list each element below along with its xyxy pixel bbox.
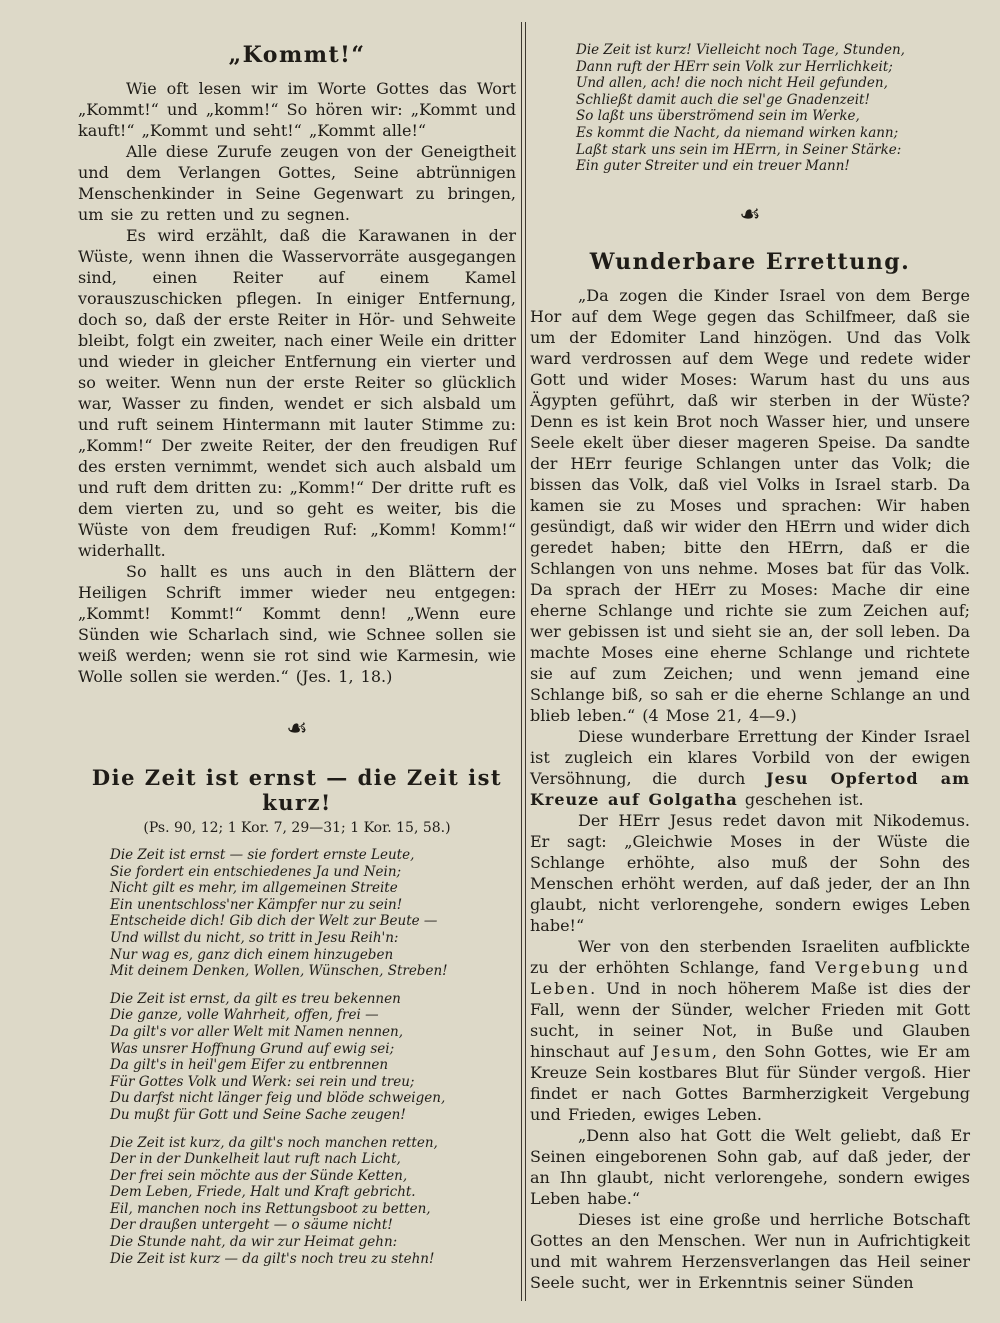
poem-continuation bbox=[576, 42, 970, 175]
kommt-paragraph-4: So hallt es uns auch in den Blättern der Heiligen Schrift immer wieder neu entgegen: „Kommt! Kommt!“ Kommt denn! „Wenn eure Sünden wie Scharlach sind, wie Schnee sollen sie weiß werden; wenn sie rot sind wie Karmesin, wie Wolle sollen sie werden.“ (Jes. 1, 18.) bbox=[78, 562, 516, 686]
left-column bbox=[78, 0, 516, 1323]
poem-stanza-3 bbox=[110, 1135, 516, 1268]
errettung-paragraph-2 bbox=[530, 726, 970, 810]
poem-line: Mit deinem Denken, Wollen, Wünschen, Streben! bbox=[110, 963, 448, 980]
errettung-paragraph-4 bbox=[530, 936, 970, 1125]
poem-line: Entscheide dich! Gib dich der Welt zur Beute — bbox=[110, 913, 438, 930]
poem-line: Der in der Dunkelheit laut ruft nach Licht, bbox=[110, 1151, 401, 1168]
poem-stanza-1 bbox=[110, 847, 516, 980]
poem-line: Und willst du nicht, so tritt in Jesu Reih'n: bbox=[110, 929, 399, 946]
right-column bbox=[530, 0, 970, 1323]
kommt-paragraph-3: Es wird erzählt, daß die Karawanen in der Wüste, wenn ihnen die Wasservorräte ausgegangen sind, einen Reiter auf einem Kamel vorauszuschicken pflegen. In einiger Entfernung, doch so, daß der erste Reiter in Hör- und Sehweite bleibt, folgt ein zweiter, nach einer Weile ein dritter und wieder in gleicher Entfernung ein vierter und so weiter. Wenn nun der erste Reiter so glücklich war, Wasser zu finden, wendet er sich alsbald um und ruft seinem Hintermann mit lauter Stimme zu: „Komm!“ Der zweite Reiter, der den freudigen Ruf des ersten vernimmt, wendet sich auch alsbald um und ruft dem dritten zu: „Komm!“ Der dritte ruft es dem vierten zu, und so geht es weiter, bis die Wüste von dem freudigen Ruf: „Komm! Komm!“ widerhallt. bbox=[78, 226, 516, 560]
poem-stanza-2 bbox=[110, 991, 516, 1124]
poem-line: Die Zeit ist kurz — da gilt's noch treu zu stehn! bbox=[110, 1250, 435, 1267]
poem-line: Schließt damit auch die sel'ge Gnadenzeit! bbox=[576, 91, 870, 108]
kommt-paragraph-1: Wie oft lesen wir im Worte Gottes das Wort „Kommt!“ und „komm!“ So hören wir: „Kommt und kauft!“ „Kommt und seht!“ „Kommt alle!“ bbox=[78, 79, 516, 140]
emphasis-vergebung: Vergebung und Leben bbox=[530, 957, 970, 998]
poem-line: Du darfst nicht länger feig und blöde schweigen, bbox=[110, 1090, 446, 1107]
poem-line: Die Zeit ist kurz! Vielleicht noch Tage, Stunden, bbox=[576, 42, 905, 58]
poem-line: Die Stunde naht, da wir zur Heimat gehn: bbox=[110, 1234, 398, 1251]
poem-line: Eil, manchen noch ins Rettungsboot zu betten, bbox=[110, 1200, 431, 1217]
text-run: , den Sohn Gottes, wie Er am Kreuze Sein kostbares Blut für Sünder vergoß. Hier findet er nach Gottes Barmherzigkeit Vergebung und Frieden, ewiges Leben. bbox=[530, 1041, 970, 1124]
poem-line: Der frei sein möchte aus der Sünde Ketten, bbox=[110, 1167, 408, 1184]
poem-line: Du mußt für Gott und Seine Sache zeugen! bbox=[110, 1106, 406, 1123]
errettung-paragraph-1: „Da zogen die Kinder Israel von dem Berge Hor auf dem Wege gegen das Schilfmeer, daß sie um der Edomiter Land hinzögen. Und das Volk ward verdrossen auf dem Wege und redete wider Gott und wider Moses: Warum hast du uns aus Ägypten geführt, daß wir sterben in der Wüste? Denn es ist kein Brot noch Wasser hier, und unsere Seele ekelt über dieser mageren Speise. Da sandte der HErr feurige Schlangen unter das Volk; die bissen das Volk, daß viel Volks in Israel starb. Da kamen sie zu Moses und sprachen: Wir haben gesündigt, daß wir wider den HErrn und wider dich geredet haben; bitte den HErrn, daß er die Schlangen von uns nehme. Moses bat für das Volk. Da sprach der HErr zu Moses: Mache dir eine eherne Schlange und richte sie zum Zeichen auf; wer gebissen ist und sieht sie an, der soll leben. Da machte Moses eine eherne Schlange und richtete sie auf zum Zeichen; und wenn jemand eine Schlange biß, so sah er die eherne Schlange an und blieb leben.“ (4 Mose 21, 4—9.) bbox=[530, 285, 970, 725]
poem-line: Laßt stark uns sein im HErrn, in Seiner Stärke: bbox=[576, 141, 902, 158]
poem-line: Ein unentschloss'ner Kämpfer nur zu sein! bbox=[110, 896, 403, 913]
poem-line: Die Zeit ist ernst — sie fordert ernste Leute, bbox=[110, 847, 415, 863]
poem-line: Nur wag es, ganz dich einem hinzugeben bbox=[110, 946, 394, 963]
article-title-errettung: Wunderbare Errettung. bbox=[589, 248, 911, 275]
poem-line: Sie fordert ein entschiedenes Ja und Nein; bbox=[110, 863, 402, 880]
poem-line: So laßt uns überströmend sein im Werke, bbox=[576, 108, 860, 125]
poem-line: Da gilt's in heil'gem Eifer zu entbrennen bbox=[110, 1057, 389, 1074]
errettung-paragraph-6: Dieses ist eine große und herrliche Botschaft Gottes an den Menschen. Wer nun in Aufrichtigkeit und mit wahrem Herzensverlangen das Heil seiner Seele sucht, wer in Erkenntnis seiner Sünden bbox=[530, 1209, 970, 1292]
section-ornament-icon: ☙ bbox=[286, 714, 308, 742]
text-run: Wer von den sterbenden Israeliten aufblickte zu der erhöhten Schlange, fand bbox=[530, 936, 970, 977]
poem-line: Dann ruft der HErr sein Volk zur Herrlichkeit; bbox=[576, 58, 893, 75]
kommt-paragraph-2: Alle diese Zurufe zeugen von der Geneigtheit und dem Verlangen Gottes, Seine abtrünnigen Menschenkinder in Seine Gegenwart zu bringen, um sie zu retten und zu segnen. bbox=[78, 142, 516, 224]
column-divider bbox=[521, 22, 526, 1301]
poem-line: Der draußen untergeht — o säume nicht! bbox=[110, 1217, 393, 1234]
emphasis-jesum: Jesum bbox=[652, 1041, 712, 1061]
errettung-paragraph-5: „Denn also hat Gott die Welt geliebt, daß Er Seinen eingeborenen Sohn gab, auf daß jeder, der an Ihn glaubt, nicht verlorengehe, sondern ewiges Leben habe.“ bbox=[530, 1125, 970, 1208]
article-title-kommt: „Kommt!“ bbox=[228, 42, 366, 68]
text-run: geschehen ist. bbox=[737, 789, 864, 809]
poem-line: Da gilt's vor aller Welt mit Namen nennen, bbox=[110, 1023, 404, 1040]
text-run: . Und in noch höherem Maße ist dies der Fall, wenn der Sünder, welcher Frieden mit Gott sucht, in seiner Not, in Buße und Glauben hinschaut auf bbox=[530, 978, 970, 1061]
poem-line: Dem Leben, Friede, Halt und Kraft gebricht. bbox=[110, 1184, 416, 1201]
poem-line: Die Zeit ist kurz, da gilt's noch manchen retten, bbox=[110, 1134, 438, 1151]
poem-line: Es kommt die Nacht, da niemand wirken kann; bbox=[576, 124, 899, 141]
poem-line: Ein guter Streiter und ein treuer Mann! bbox=[576, 158, 850, 175]
errettung-paragraph-3: Der HErr Jesus redet davon mit Nikodemus. Er sagt: „Gleichwie Moses in der Wüste die Schlange erhöhte, also muß der Sohn des Menschen erhöht werden, auf daß jeder, der an Ihn glaubt, nicht verlorengehe, sondern ewiges Leben habe!“ bbox=[530, 810, 970, 935]
poem-scripture-references: (Ps. 90, 12; 1 Kor. 7, 29—31; 1 Kor. 15, 58.) bbox=[143, 820, 451, 836]
poem-line: Die ganze, volle Wahrheit, offen, frei — bbox=[110, 1007, 379, 1024]
text-run: Diese wunderbare Errettung der Kinder Israel ist zugleich ein klares Vorbild von der ewigen Versöhnung, die durch bbox=[530, 726, 970, 788]
poem-line: Für Gottes Volk und Werk: sei rein und treu; bbox=[110, 1073, 415, 1090]
poem-line: Die Zeit ist ernst, da gilt es treu bekennen bbox=[110, 990, 401, 1007]
emphasis-opfertod: Jesu Opfertod am Kreuze auf Golgatha bbox=[530, 768, 971, 809]
poem-line: Und allen, ach! die noch nicht Heil gefunden, bbox=[576, 75, 888, 92]
section-ornament-icon: ☙ bbox=[739, 199, 761, 228]
poem-title: Die Zeit ist ernst — die Zeit ist kurz! bbox=[91, 765, 503, 815]
poem-line: Was unsrer Hoffnung Grund auf ewig sei; bbox=[110, 1040, 395, 1057]
poem-line: Nicht gilt es mehr, im allgemeinen Streite bbox=[110, 880, 398, 897]
